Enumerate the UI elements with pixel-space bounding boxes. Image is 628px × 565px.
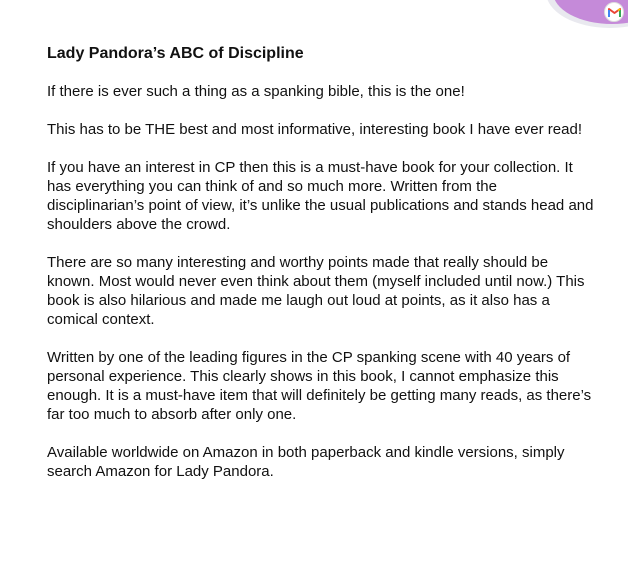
- paragraph: If you have an interest in CP then this is a must-have book for your collection. It has everything you can think of and so much more. Written from the disciplinarian’s point of view, it’s unlike the usual publications and stands head and shoulders above the crowd.: [47, 159, 594, 233]
- gmail-badge[interactable]: [604, 2, 624, 22]
- document-title: Lady Pandora’s ABC of Discipline: [47, 45, 304, 62]
- document-body: [47, 44, 595, 481]
- paragraph: Available worldwide on Amazon in both paperback and kindle versions, simply search Amazon for Lady Pandora.: [47, 444, 565, 480]
- paragraph: Written by one of the leading figures in the CP spanking scene with 40 years of personal experience. This clearly shows in this book, I cannot emphasize this enough. It is a must-have item that will definitely be getting many reads, as there’s far too much to absorb after only one.: [47, 349, 592, 423]
- paragraph: This has to be THE best and most informative, interesting book I have ever read!: [47, 121, 582, 138]
- paragraph: There are so many interesting and worthy points made that really should be known. Most would never even think about them (myself included until now.) This book is also hilarious and made me laugh out loud at points, as it also has a comical context.: [47, 254, 585, 328]
- paragraph: If there is ever such a thing as a spanking bible, this is the one!: [47, 83, 465, 100]
- gmail-icon: [608, 7, 621, 18]
